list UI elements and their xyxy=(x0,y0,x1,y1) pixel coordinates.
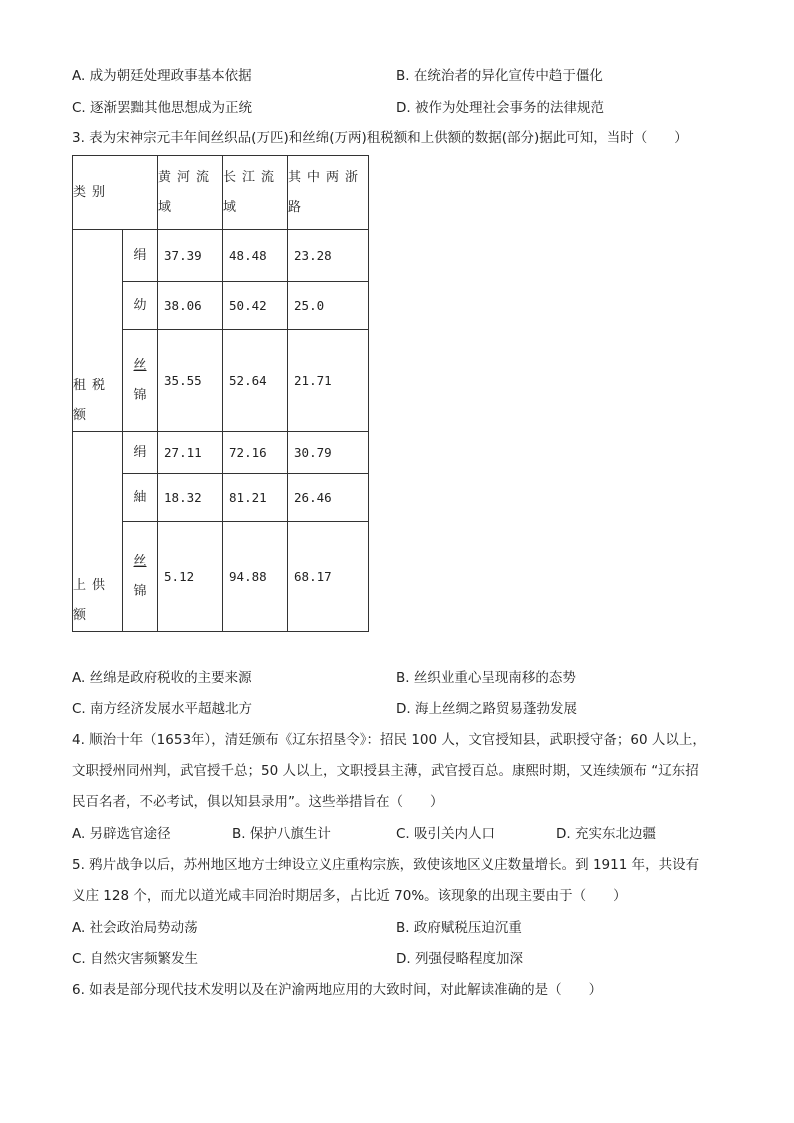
header-yangtze-river-line2: 域 xyxy=(223,199,243,215)
q3-data-table xyxy=(72,155,369,632)
cell-value: 94.88 xyxy=(223,522,288,632)
header-liangzhe-line2: 路 xyxy=(288,199,308,215)
group-label-tribute-line2: 额 xyxy=(73,608,93,623)
cell-value: 21.71 xyxy=(288,330,369,432)
cell-value: 81.21 xyxy=(223,474,288,522)
header-yangtze-river-line1: 长江流 xyxy=(223,169,281,185)
item-label xyxy=(123,522,158,632)
header-liangzhe-line1: 其中两浙 xyxy=(288,169,365,185)
q5-line-2: 义庄 128 个，而尤以道光咸丰同治时期居多，占比近 70%。该现象的出现主要由于（ ） xyxy=(72,888,627,904)
header-yangtze-river xyxy=(223,156,288,230)
group-label-tax-line2: 额 xyxy=(73,408,93,423)
cell-value: 27.11 xyxy=(158,432,223,474)
table-row xyxy=(73,230,369,282)
q2-option-b: B. 在统治者的异化宣传中趋于僵化 xyxy=(396,68,603,84)
cell-value: 30.79 xyxy=(288,432,369,474)
cell-value: 48.48 xyxy=(223,230,288,282)
q5-option-b: B. 政府赋税压迫沉重 xyxy=(396,920,522,936)
cell-value: 68.17 xyxy=(288,522,369,632)
group-label-tax xyxy=(73,230,123,432)
item-label xyxy=(123,330,158,432)
q4-option-a: A. 另辟选官途径 xyxy=(72,826,171,842)
q5-option-d: D. 列强侵略程度加深 xyxy=(396,951,523,967)
q3-option-c: C. 南方经济发展水平超越北方 xyxy=(72,701,253,717)
q5-option-c: C. 自然灾害频繁发生 xyxy=(72,951,199,967)
item-label: 绢 xyxy=(123,230,158,282)
header-category-label: 类别 xyxy=(73,184,112,200)
header-yellow-river-line1: 黄河流 xyxy=(158,169,216,185)
q6-stem: 6. 如表是部分现代技术发明以及在沪渝两地应用的大致时间，对此解读准确的是（ ） xyxy=(72,982,603,998)
header-liangzhe xyxy=(288,156,369,230)
group-label-tax-line1: 租税 xyxy=(73,378,112,393)
cell-value: 52.64 xyxy=(223,330,288,432)
q4-option-d: D. 充实东北边疆 xyxy=(556,826,656,842)
q4-line-1: 4. 顺治十年（1653年），清廷颁布《辽东招垦令》：招民 100 人，文官授知县，武职授守备；60 人以上， xyxy=(72,732,706,748)
q3-option-a: A. 丝绵是政府税收的主要来源 xyxy=(72,670,252,686)
q2-option-c: C. 逐渐罢黜其他思想成为正统 xyxy=(72,100,253,116)
table-header-row xyxy=(73,156,369,230)
cell-value: 25.0 xyxy=(288,282,369,330)
q2-option-d: D. 被作为处理社会事务的法律规范 xyxy=(396,100,604,116)
q2-option-a: A. 成为朝廷处理政事基本依据 xyxy=(72,68,252,84)
q3-option-d: D. 海上丝绸之路贸易蓬勃发展 xyxy=(396,701,577,717)
cell-value: 37.39 xyxy=(158,230,223,282)
q4-line-3: 民百名者，不必考试，俱以知县录用”。这些举措旨在（ ） xyxy=(72,794,444,810)
item-label-line2: 锦 xyxy=(133,583,147,599)
q3-option-b: B. 丝织业重心呈现南移的态势 xyxy=(396,670,576,686)
q4-option-c: C. 吸引关内人口 xyxy=(396,826,496,842)
cell-value: 5.12 xyxy=(158,522,223,632)
header-category xyxy=(73,156,158,230)
q3-stem: 3. 表为宋神宗元丰年间丝织品(万匹)和丝绵(万两)租税额和上供额的数据(部分)据此可知，当时（ ） xyxy=(72,130,688,146)
group-label-tribute-line1: 上供 xyxy=(73,578,112,593)
cell-value: 50.42 xyxy=(223,282,288,330)
item-label-line2: 锦 xyxy=(133,387,147,403)
item-label: 紬 xyxy=(123,474,158,522)
q4-option-b: B. 保护八旗生计 xyxy=(232,826,331,842)
item-label: 绢 xyxy=(123,432,158,474)
cell-value: 35.55 xyxy=(158,330,223,432)
q5-option-a: A. 社会政治局势动荡 xyxy=(72,920,198,936)
cell-value: 26.46 xyxy=(288,474,369,522)
header-yellow-river xyxy=(158,156,223,230)
cell-value: 38.06 xyxy=(158,282,223,330)
item-label-line1: 丝 xyxy=(133,553,147,569)
group-label-tribute xyxy=(73,432,123,632)
q4-line-2: 文职授州同州判，武官授千总；50 人以上，文职授县主薄，武官授百总。康熙时期，又连续颁布 “辽东招 xyxy=(72,763,699,779)
cell-value: 23.28 xyxy=(288,230,369,282)
item-label: 幼 xyxy=(123,282,158,330)
cell-value: 18.32 xyxy=(158,474,223,522)
item-label-line1: 丝 xyxy=(133,357,147,373)
cell-value: 72.16 xyxy=(223,432,288,474)
q5-line-1: 5. 鸦片战争以后，苏州地区地方士绅设立义庄重构宗族，致使该地区义庄数量增长。到 1911 年，共设有 xyxy=(72,857,700,873)
table-row xyxy=(73,432,369,474)
header-yellow-river-line2: 域 xyxy=(158,199,178,215)
